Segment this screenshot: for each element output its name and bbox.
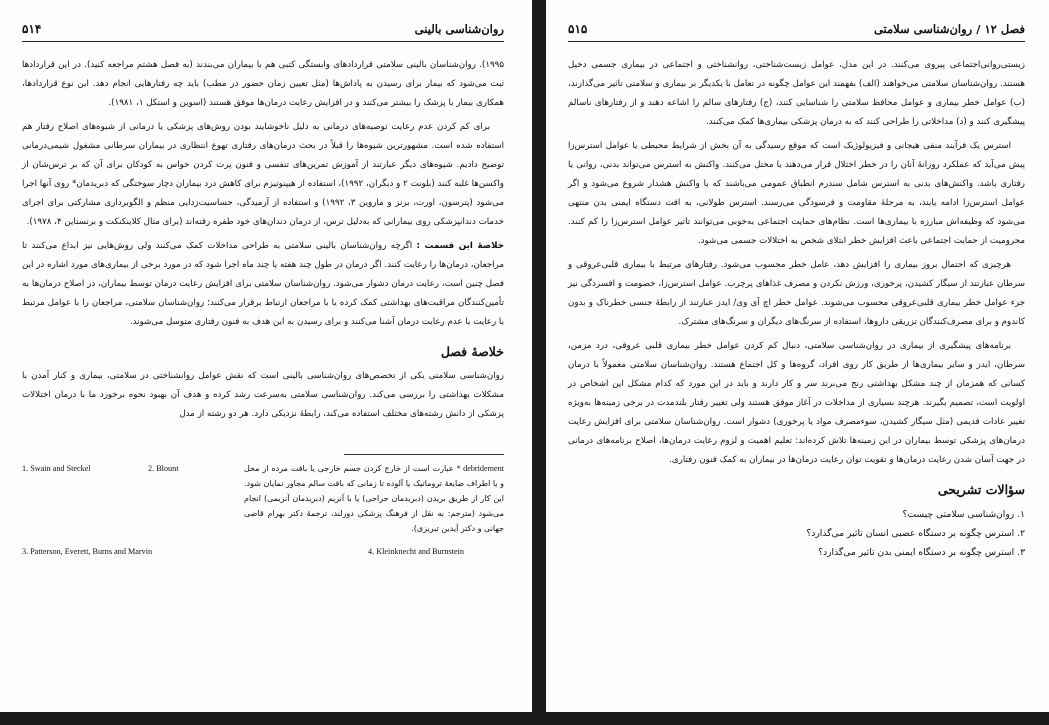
left-page (0, 0, 532, 712)
questions-heading: سؤالات تشریحی (937, 482, 1025, 497)
footnote-ref-4: 4. Kleinknecht and Burnstein (368, 547, 464, 556)
right-page-running-title: فصل ۱۲ / روان‌شناسی سلامتی (873, 22, 1025, 36)
footnotes (22, 461, 504, 559)
footnote-debridement (244, 461, 504, 536)
chapter-summary-text: روان‌شناسی سلامتی یکی از تخصص‌های روان‌شناسی بالینی است که نقش عوامل روانشناختی در سلامتی، بیماری و کنار آمدن با مشکلات بهداشتی را بررسی می‌کند. روان‌شناسی سلامتی به‌سرعت رشد کرده و هدف آن بهبود نحوه برخورد ما با درمان اختلالات پزشکی از دانش رشته‌های مختلف استفاده می‌کند، رابطهٔ نزدیکی دارد. هر دو رشته از مدل (22, 371, 504, 419)
right-page-body (568, 56, 1025, 470)
footnote-ref-1: 1. Swain and Steckel (22, 464, 91, 473)
chapter-summary-heading: خلاصهٔ فصل (440, 344, 504, 359)
footnote-debridement-term: debridement * (456, 464, 505, 473)
right-page (546, 0, 1049, 712)
left-page-body (22, 56, 504, 332)
right-paragraph-2: استرس یک فرآیند منفی هیجانی و فیزیولوژیک است که موقع رسیدگی به آن بخش از شرایط محیطی یا عوامل استرس‌زا پیش می‌آید که عملکرد روزانهٔ آنان را در خطر اختلال قرار می‌دهند یا مختل می‌کنند. واکنش به استرس می‌تواند بدنی، روانی یا رفتاری باشد. واکنش‌های بدنی به استرس شامل سندرم انطباق عمومی می‌باشند که با واکنش هشدار شروع می‌شود و اگر عوامل استرس‌زا ادامه یابند، به مرحلهٔ مقاومت و فرسودگی می‌رسند. استرس طولانی، به افت دستگاه ایمنی بدن منتهی می‌شود که وظیفه‌اش مبارزه با بیماری‌ها است. نظام‌های حمایت اجتماعی به‌خوبی می‌توانند تاثیر عوامل استرس‌زا را کم کنند. محرومیت از حمایت اجتماعی باعث افزایش خطر ابتلای شخص به اختلالات جسمی می‌شود. (568, 141, 1025, 246)
right-paragraph-1: زیستی‌روانی‌اجتماعی پیروی می‌کنند. در این مدل، عوامل زیست‌شناختی، روانشناختی و اجتماعی در بیماری جسمی دخیل هستند. روان‌شناسان سلامتی می‌خواهند (الف) بفهمند این عوامل چگونه در تعامل با یکدیگر بر بیماری و سلامتی تاثیر می‌گذارند، (ب) عوامل خطر بیماری و عوامل محافظ سلامتی را شناسایی کنند، (ج) رفتارهای سالم را اشاعه دهند و از رفتارهای ناسالم پیشگیری کنند و (د) مداخلاتی را طراحی کنند که به درمان پزشکی بیماری‌ها کمک می‌کنند. (568, 60, 1025, 127)
section-summary-lead: خلاصهٔ این قسمت : (416, 241, 504, 251)
left-paragraph-2: برای کم کردن عدم رعایت توصیه‌های درمانی به دلیل ناخوشایند بودن روش‌های پزشکی یا درمانی از شیوه‌های اصلاح رفتار هم استفاده شده است. مشهورترین شیوه‌ها را قبلاً در بحث درمان‌های رفتاری تهوع انتظاری در بیماران سرطانی مشغول شیمی‌درمانی توضیح دادیم. شیوه‌های دیگر عبارتند از آموزش تمرین‌های تنفسی و فنون پرت کردن حواس به کودکان برای آن که بر ترس‌شان از واکسن‌ها غلبه کنند (بلونت ۲ و دیگران، ۱۹۹۲)، استفاده از هیپنوتیزم برای کاهش درد بیماران دچار سوختگی که دبریدمان* روی آنها اجرا می‌شود (پترسون، اورت، برنز و ماروین ۳، ۱۹۹۲) و استفاده از آرمیدگی، حساسیت‌زدایی منظم و الگوبرداری مشارکتی برای اجرای خدمات دندانپزشکی روی بیمارانی که به‌دلیل ترس، از درمان دندان‌های خود طفره رفته‌اند (برای مثال کلاینکنکت و برنستاین ۴، ۱۹۷۸). (22, 122, 504, 227)
footnote-divider (344, 454, 504, 455)
footnote-debridement-text: عبارت است از خارج کردن جسم خارجی یا بافت مرده از محل و یا اطراف ضایعهٔ تروماتیک یا آلوده تا زمانی که بافت سالم مجاور نمایان شود. این کار از طریق بریدن (دبریدمان جراحی) یا با آنزیم (دبریدمان آنزیمی) انجام می‌شود (مترجم: به نقل از فرهنگ پزشکی دورلند، ترجمهٔ دکتر بهرام قاضی جهانی و دکتر آیدین تبریزی). (244, 464, 504, 533)
section-summary (22, 237, 504, 332)
footnote-ref-2: 2. Blount (148, 464, 179, 473)
left-page-running-title: روان‌شناسی بالینی (414, 22, 504, 36)
question-item-1: ۱. روان‌شناسی سلامتی چیست؟ (902, 509, 1025, 520)
right-paragraph-3: هرچیزی که احتمال بروز بیماری را افزایش دهد، عامل خطر محسوب می‌شود. رفتارهای مرتبط با بیماری قلبی‌عروقی و سرطان عبارتند از سیگار کشیدن، پرخوری، ورزش نکردن و مصرف غذاهای پرچرب. عوامل استرس‌زا، خصومت و افسردگی نیز جزء عوامل خطر بیماری قلبی‌عروقی محسوب می‌شوند. عوامل خطر اچ آی وی/ ایدز عبارتند از رابطهٔ جنسی خطرناک و بدون کاندوم و برای مصرف‌کنندگان تزریقی داروها، استفاده از سرنگ‌های دیگران و سرنگ‌های مشترک. (568, 260, 1025, 327)
question-item-3: ۳. استرس چگونه بر دستگاه ایمنی بدن تاثیر می‌گذارد؟ (818, 547, 1025, 558)
footnote-ref-3: 3. Patterson, Everett, Burns and Marvin (22, 547, 153, 556)
question-item-2: ۲. استرس چگونه بر دستگاه عصبی انسان تاثیر می‌گذارد؟ (806, 528, 1025, 539)
right-paragraph-4: برنامه‌های پیشگیری از بیماری در روان‌شناسی سلامتی، دنبال کم کردن عوامل خطر بیماری قلبی عروقی، درد مزمن، سرطان، ایدز و سایر بیماری‌ها از طریق کار روی افراد، گروه‌ها و کل اجتماع هستند. روان‌شناسان سلامتی معمولاً با درمان کسانی که همزمان از چند مشکل بهداشتی رنج می‌برند سر و کار دارند و باید در این مورد که کدام مشکل این اشخاص در اولویت است، تصمیم بگیرند. هرچند بسیاری از مداخلات در آغاز موفق هستند ولی تغییر رفتار بلندمدت در برخی زمینه‌ها به‌ویژه تغییر عادات قدیمی (مثل سیگار کشیدن، سوءمصرف مواد یا پرخوری) دشوار است. روان‌شناسان سلامتی برای افزایش رعایت درمان‌های پزشکی توسط بیماران در این زمینه‌ها تلاش کرده‌اند: تعلیم اهمیت و لزوم رعایت درمان‌ها، اصلاح برنامه‌های درمانی در جهت آسان شدن رعایت درمان‌ها و تقویت توان رعایت درمان‌ها در بیماران به کمک فنون رفتاری. (568, 341, 1025, 465)
left-page-header (22, 22, 504, 42)
left-page-number: ۵۱۴ (22, 22, 42, 36)
right-page-header (568, 22, 1025, 42)
questions-list (568, 505, 1025, 562)
right-page-number: ۵۱۵ (568, 22, 588, 36)
left-paragraph-1: ۱۹۹۵). روان‌شناسان بالینی سلامتی قراردادهای وابستگی کتبی هم با بیماران می‌بندند (به فصل هشتم مراجعه کنید). در این قراردادها ثبت می‌شود که بیمار برای رسیدن به پاداش‌ها (مثل تعیین زمان حضور در مطب) باید چه رفتارهایی انجام دهد. این نوع قراردادها، همکاری بیمار با پزشک را بیشتر می‌کنند و در افزایش رعایت درمان‌ها موفق هستند (اسوین و استکل ۱، ۱۹۸۱). (22, 60, 504, 108)
section-summary-text: اگرچه روان‌شناسان بالینی سلامتی به طراحی مداخلات کمک می‌کنند ولی روش‌هایی نیز ابداع می‌کنند تا مراجعان، درمان‌ها را رعایت کنند. اگر درمان در طول چند هفته یا چند ماه اجرا شود که در مورد برخی از بیماری‌های مورد اشاره در این فصل چنین است، رعایت درمان دشوار می‌شود. روان‌شناسان سلامتی برای افزایش رعایت درمان توسط بیماران، در اصلاح درمان‌ها به تأمین‌کنندگان مراقبت‌های بهداشتی کمک کرده یا با مراجعان ارتباط برقرار می‌کنند؛ روان‌شناسان سلامتی، مراجعان را با عوامل مرتبط با رعایت یا عدم رعایت درمان آشنا می‌کنند و برای رسیدن به این هدف به فنون رفتاری متوسل می‌شوند. (22, 241, 504, 327)
chapter-summary-body (22, 367, 504, 424)
